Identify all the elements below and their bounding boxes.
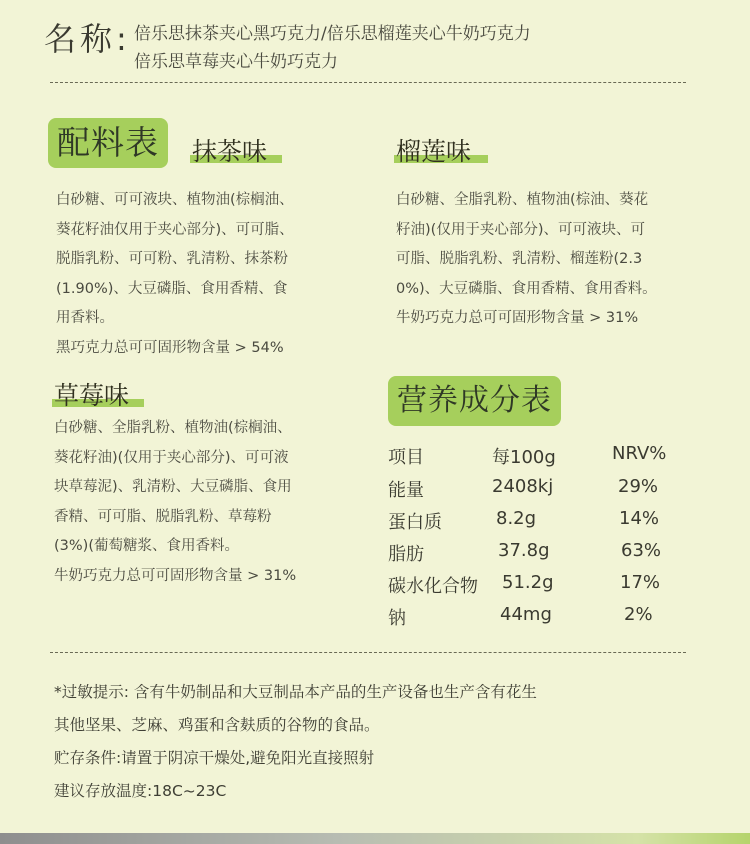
ingredients-title: 配料表 bbox=[48, 118, 168, 168]
nutrient-amount: 37.8g bbox=[498, 540, 550, 561]
divider-top bbox=[50, 82, 686, 83]
strawberry-line: 块草莓泥)、乳清粉、大豆磷脂、食用 bbox=[54, 479, 292, 495]
nutrient-nrv: 63% bbox=[621, 540, 662, 561]
matcha-flavor-title: 抹茶味 bbox=[192, 137, 268, 166]
product-name-line-2: 倍乐思草莓夹心牛奶巧克力 bbox=[134, 52, 338, 72]
allergen-warning-continued: 其他坚果、芝麻、鸡蛋和含麸质的谷物的食品。 bbox=[54, 716, 380, 734]
nutrition-header-per100g: 每100g bbox=[492, 447, 556, 468]
nutrition-row bbox=[388, 540, 688, 564]
nutrient-nrv: 17% bbox=[620, 572, 661, 593]
matcha-ingredients bbox=[56, 186, 294, 363]
nutrition-row bbox=[388, 604, 688, 628]
nutrient-name: 碳水化合物 bbox=[388, 576, 478, 597]
durian-line: 白砂糖、全脂乳粉、植物油(棕油、葵花 bbox=[396, 192, 649, 208]
divider-bottom bbox=[50, 652, 686, 653]
nutrient-amount: 2408kj bbox=[492, 476, 554, 497]
nutrient-amount: 51.2g bbox=[502, 572, 554, 593]
nutrient-nrv: 29% bbox=[618, 476, 659, 497]
matcha-line: 脱脂乳粉、可可粉、乳清粉、抹茶粉 bbox=[56, 251, 288, 267]
nutrient-amount: 44mg bbox=[500, 604, 552, 625]
durian-line: 0%)、大豆磷脂、食用香精、食用香料。 bbox=[396, 280, 657, 297]
nutrition-header-row bbox=[388, 443, 688, 467]
nutrition-header-nrv: NRV% bbox=[612, 443, 667, 464]
nutrient-name: 蛋白质 bbox=[388, 512, 442, 533]
bottom-edge-strip bbox=[0, 833, 750, 844]
durian-line: 籽油)(仅用于夹心部分)、可可液块、可 bbox=[396, 221, 645, 238]
nutrition-row bbox=[388, 572, 688, 596]
notes-block bbox=[54, 676, 537, 808]
nutrition-row bbox=[388, 508, 688, 532]
nutrient-amount: 8.2g bbox=[496, 508, 537, 529]
nutrient-name: 能量 bbox=[388, 480, 424, 501]
matcha-line: (1.90%)、大豆磷脂、食用香精、食 bbox=[56, 280, 288, 297]
durian-line: 可脂、脱脂乳粉、乳清粉、榴莲粉(2.3 bbox=[396, 251, 643, 267]
storage-conditions: 贮存条件:请置于阴凉干燥处,避免阳光直接照射 bbox=[54, 749, 375, 767]
strawberry-flavor-title: 草莓味 bbox=[54, 381, 130, 410]
strawberry-cocoa-content: 牛奶巧克力总可可固形物含量 > 31% bbox=[54, 567, 297, 584]
nutrient-name: 钠 bbox=[388, 608, 406, 629]
durian-cocoa-content: 牛奶巧克力总可可固形物含量 > 31% bbox=[396, 310, 639, 326]
matcha-line: 用香料。 bbox=[56, 310, 114, 326]
durian-flavor-title: 榴莲味 bbox=[396, 137, 472, 166]
product-name-line-1: 倍乐思抹茶夹心黑巧克力/倍乐思榴莲夹心牛奶巧克力 bbox=[134, 24, 531, 44]
matcha-line: 白砂糖、可可液块、植物油(棕榈油、 bbox=[56, 192, 294, 208]
nutrient-name: 脂肪 bbox=[388, 544, 424, 565]
matcha-cocoa-content: 黑巧克力总可可固形物含量 > 54% bbox=[56, 339, 284, 356]
name-label: 名称: bbox=[44, 20, 131, 58]
nutrient-nrv: 2% bbox=[624, 604, 653, 625]
nutrition-title: 营养成分表 bbox=[388, 376, 561, 426]
durian-ingredients bbox=[396, 186, 657, 334]
matcha-line: 葵花籽油仅用于夹心部分)、可可脂、 bbox=[56, 221, 294, 238]
strawberry-line: (3%)(葡萄糖浆、食用香料。 bbox=[54, 538, 239, 554]
nutrition-row bbox=[388, 476, 688, 500]
allergen-warning: *过敏提示: 含有牛奶制品和大豆制品本产品的生产设备也生产含有花生 bbox=[54, 683, 537, 701]
storage-temperature: 建议存放温度:18C~23C bbox=[54, 782, 227, 800]
strawberry-line: 白砂糖、全脂乳粉、植物油(棕榈油、 bbox=[54, 420, 292, 436]
nutrition-header-item: 项目 bbox=[388, 447, 424, 468]
strawberry-ingredients bbox=[54, 414, 296, 591]
strawberry-line: 葵花籽油)(仅用于夹心部分)、可可液 bbox=[54, 449, 289, 466]
strawberry-line: 香精、可可脂、脱脂乳粉、草莓粉 bbox=[54, 508, 272, 525]
nutrient-nrv: 14% bbox=[619, 508, 660, 529]
